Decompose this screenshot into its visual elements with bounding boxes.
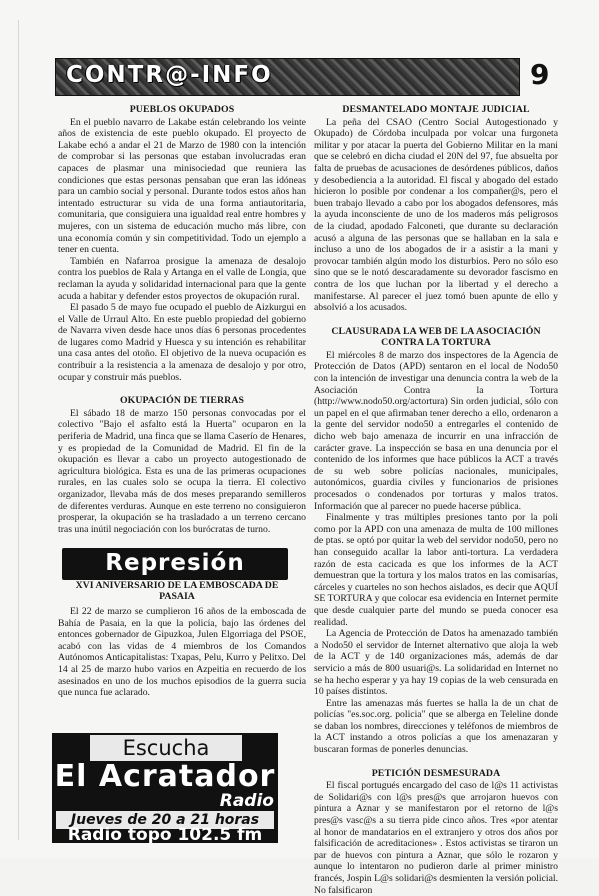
page-edge-line — [18, 20, 19, 840]
header-banner — [55, 58, 520, 96]
radio-ad-schedule: Jueves de 20 a 21 horas — [56, 811, 274, 829]
article-paragraph: La Agencia de Protección de Datos ha amenazado también a Nodo50 el servidor de Internet alternativo que aloja la web de la ACT y de 140 organizaciones más, además de dar servicio a más de 800 usuari@s. La solidaridad en Internet no se ha hecho esperar y ya hay 19 copias de la web censurada en 10 países distintos. — [314, 628, 558, 698]
article-paragraph: Finalmente y tras múltiples presiones tanto por la poli como por la APD con una amenaza de multa de 100 millones de ptas. se optó por quitar la web del servidor nodo50, pero no han conseguido acallar la labor anti-tortura. La verdadera razón de esta cacicada es que los informes de la ACT demuestran que la tortura y los malos tratos en las comisarías, cárceles y cuarteles no son hechos aislados, es decir que AQUÍ SE TORTURA y que colocar esa evidencia en Internet permite que desde cualquier parte del mundo se pueda conocer esa realidad. — [314, 512, 558, 628]
article-paragraph: El sábado 18 de marzo 150 personas convocadas por el colectivo "Bajo el asfalto está la Huerta" ocuparon en la periferia de Madrid, una finca que se llama Caserío de Henares, y es propiedad de la Comunidad de Madrid. El fin de la okupación es llevar a cabo un proyecto autogestionado de agricultura biológica. Esta es una de las primeras ocupaciones rurales, en las cuales solo se ocupa la tierra. El colectivo organizador, llevaba más de dos meses preparando semilleros de diferentes verduras. Aunque en este terreno no consiguieron prosperar, la okupación se ha trasladado a un terreno cercano tras una inútil negociación con los burócratas de turno. — [58, 407, 306, 535]
article-title-peticion: PETICIÓN DESMESURADA — [371, 767, 501, 779]
article-title-judicial: DESMANTELADO MONTAJE JUDICIAL — [342, 104, 530, 115]
radio-ad-radio-word: Radio — [219, 791, 274, 811]
article-title-pueblos: PUEBLOS OKUPADOS — [129, 104, 235, 115]
article-paragraph: También en Nafarroa prosigue la amenaza de desalojo contra los pueblos de Rala y Artanga en el valle de Longia, que reclaman la ayuda y solidaridad internacional para que la gente acuda a habitar y defender estos proyectos de okupación rural. — [58, 255, 306, 302]
article-paragraph: El pasado 5 de mayo fue ocupado el pueblo de Aizkurgui en el Valle de Urraul Alto. En este pueblo propiedad del gobierno de Navarra viven desde hace unos días 6 personas procedentes de lugares como Madrid y Huesca y su intención es rehabilitar una casa antes del otoño. El objetivo de la nueva ocupación es contribuir a la resistencia a la amenaza de desalojo y por otro, ocupar y construir más pueblos. — [58, 302, 306, 383]
radio-ad-show-name: El Acratador — [54, 759, 276, 794]
radio-advertisement — [52, 733, 278, 843]
article-paragraph: El 22 de marzo se cumplieron 16 años de la emboscada de Bahía de Pasaia, en la que la policía, bajo las órdenes del entonces gobernador de Gipuzkoa, Julen Elgorriaga del PSOE, acabó con las vidas de 4 miembros de los Comandos Autónomos Anticapitalistas: Txapas, Pelu, Kurro y Pelitxo. Del 14 al 25 de marzo hubo varios en Azpeitia en recuerdo de los asesinados en uno de los muchos episodios de la guerra sucia que nunca fue aclarado. — [58, 606, 306, 699]
article-title-tierras: OKUPACIÓN DE TIERRAS — [119, 395, 245, 407]
article-paragraph: En el pueblo navarro de Lakabe están celebrando los veinte años de existencia de este pueblo okupado. El proyecto de Lakabe echó a andar el 21 de Marzo de 1980 con la intención de comprobar si las personas que estaban involucradas eran capaces de plasmar una minisociedad que reuniera las condiciones que estas personas pensaban que eran las idóneas para un cambio social y personal. Durante todos estos años han intentado estructurar su vida de una forma antiautoritaria, comunitaria, que consiguiera una igualdad real entre hombres y mujeres, con un sistema de educación mucho más libre, con una economía común y sin competitividad. Todo un ejemplo a tener en cuenta. — [58, 116, 306, 256]
page-number: 9 — [530, 58, 550, 91]
radio-ad-escucha: Escucha — [90, 735, 242, 761]
article-paragraph: El miércoles 8 de marzo dos inspectores de la Agencia de Protección de Datos (APD) sentaron en el local de Nodo50 con la intención de investigar una denuncia contra la web de la Asociación Contra la Tortura (http://www.nodo50.org/actortura) Sin orden judicial, sólo con un papel en el que afirmaban tener derecho a ello, ordenaron a la gente del servidor nodo50 a entregarles el contenido de dicho web bajo amenaza de incurrir en una infracción de carácter grave. La inspección se basa en una denuncia por el contenido de los informes que hace públicos la ACT a través de su web sobre policías nacionales, municipales, autonómicos, guardia civiles y funcionarios de prisiones procesados o condenados por torturas y malos tratos. Información que al parecer no puede hacerse pública. — [314, 349, 558, 512]
article-title-web-tortura: CLAUSURADA LA WEB DE LA ASOCIACIÓN CONTRA LA TORTURA — [331, 325, 541, 349]
radio-ad-frequency: Radio topo 102.5 fm — [67, 825, 263, 845]
article-paragraph: El fiscal portugués encargado del caso de l@s 11 activistas de Solidari@s con l@s pres@s que arrojaron huevos con pintura a Aznar y se manifestaron por el retorno de l@s pres@s vasc@s a su tierra pide cinco años. Tres «por atentar al honor de mandatarios en el extranjero y otros dos años por falsificación de acreditaciones» . Estos activistas se tiraron un par de huevos con pintura a Aznar, que sólo le rozaron y aunque lo intentaron no pudieron darle al primer ministro francés, Jospin L@s solidari@s desmienten la versión policial. No falsificaron — [314, 780, 558, 896]
article-title-pasaia: XVI ANIVERSARIO DE LA EMBOSCADA DE PASAIA — [75, 580, 279, 602]
repression-banner-text: Represión — [105, 550, 245, 576]
repression-banner — [62, 548, 288, 580]
header-title: CONTR@-INFO — [66, 62, 273, 88]
left-column — [58, 102, 306, 535]
right-column — [314, 102, 558, 896]
article-paragraph: La peña del CSAO (Centro Social Autogestionado y Okupado) de Córdoba inculpada por volcar una furgoneta militar y por atacar la puerta del Gobierno Militar en la mani que se celebró en dicha ciudad el 20N del 97, fue absuelta por falta de pruebas de acusaciones de desórdenes públicos, daños y desobediencia a la autoridad. El fiscal y abogado del estado hicieron lo posible por condenar a los compañer@s, pero el buen trabajo llevado a cabo por los abogados defensores, más la ayuda inconsciente de uno de los maderos más peligrosos de la ciudad, apodado Falconeti, que durante su declaración acusó a alguna de las personas que se hallaban en la sala e incluso a uno de los abogados de ir a asistir a la mani y provocar también algún modo los disturbios. Pero no sólo eso sino que se le notó descaradamente su devorador fascismo en contra de los que luchan por la libertad y el derecho a manifestarse. Al parecer el juez tomó buen apunte de ello y absolvió a los acusados. — [314, 116, 558, 314]
article-paragraph: Entre las amenazas más fuertes se halla la de un chat de policías "es.soc.org. policia" que se alberga en Teleline donde se daban los nombres, direcciones y teléfonos de miembros de la ACT instando a otros policías a que los amenazaran y buscaran formas de ponerles denuncias. — [314, 697, 558, 756]
